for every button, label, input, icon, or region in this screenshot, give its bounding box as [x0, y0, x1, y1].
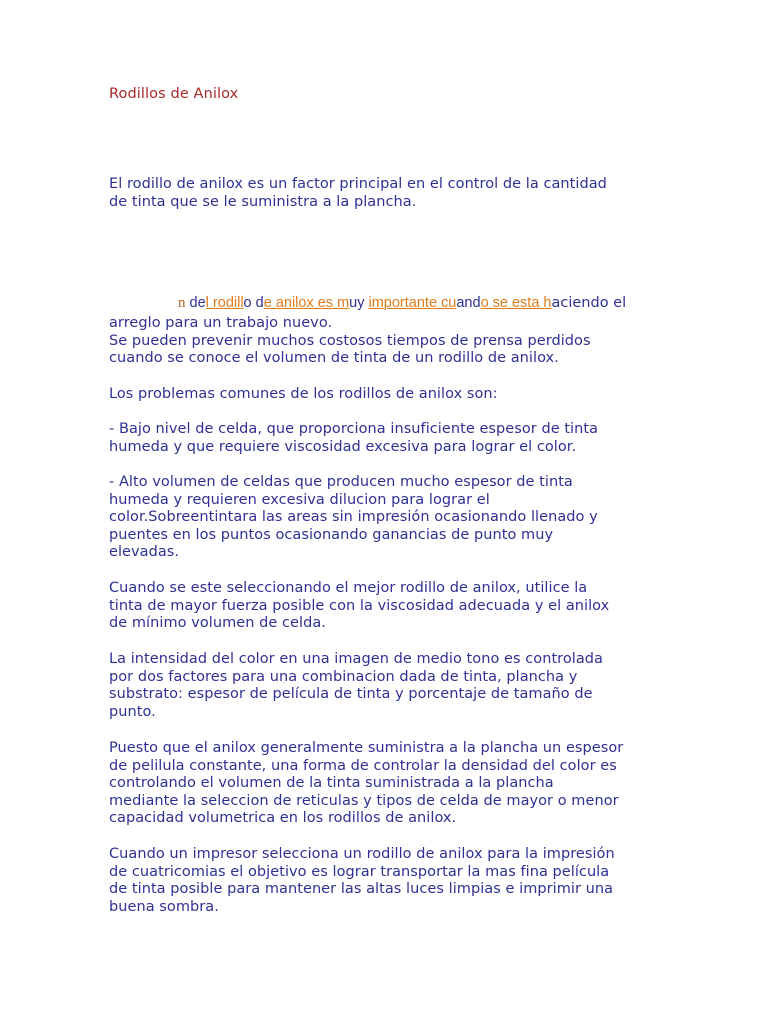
text-line: substrato: espesor de película de tinta y porcentaje de tamaño de — [109, 686, 593, 702]
text-line: - Alto volumen de celdas que producen mucho espesor de tinta — [109, 474, 573, 490]
intro-paragraph — [109, 176, 669, 211]
text-fragment: and — [456, 295, 481, 311]
text-line: elevadas. — [109, 544, 180, 560]
text-line: de mínimo volumen de celda. — [109, 615, 326, 631]
text-line: mediante la seleccion de reticulas y tipos de celda de mayor o menor — [109, 792, 619, 809]
document-title: Rodillos de Anilox — [109, 86, 239, 102]
text-line: buena sombra. — [109, 898, 219, 915]
text-line: Cuando se este seleccionando el mejor rodillo de anilox, utilice la — [109, 580, 588, 596]
paragraph-3 — [109, 421, 669, 456]
text-fragment: aciendo el — [551, 295, 627, 311]
text-line: color.Sobreentintara las areas sin impresión ocasionando llenado y — [109, 509, 598, 525]
text-line: humeda y que requiere viscosidad excesiva para lograr el color. — [109, 438, 577, 455]
text-line: Los problemas comunes de los rodillos de anilox son: — [109, 386, 498, 402]
text-line: de pelilula constante, una forma de controlar la densidad del color es — [109, 757, 617, 774]
paragraph-5 — [109, 580, 669, 633]
text-fragment: uy — [349, 295, 369, 311]
paragraph-4 — [109, 474, 669, 562]
text-line: por dos factores para una combinacion dada de tinta, plancha y — [109, 668, 578, 685]
text-line: de tinta posible para mantener las altas luces limpias e imprimir una — [109, 881, 614, 897]
text-line: capacidad volumetrica en los rodillos de anilox. — [109, 810, 457, 826]
underlined-fragment: l rodill — [205, 295, 244, 311]
text-line: puentes en los puntos ocasionando ganancias de punto muy — [109, 526, 554, 543]
paragraph-7 — [109, 740, 669, 828]
text-fragment: o d — [243, 295, 264, 311]
text-fragment: de — [185, 295, 206, 311]
paragraph-6 — [109, 651, 669, 721]
mixed-format-line — [178, 295, 626, 313]
text-line: cuando se conoce el volumen de tinta de un rodillo de anilox. — [109, 350, 559, 366]
underlined-fragment: importante cu — [368, 295, 457, 311]
text-line: tinta de mayor fuerza posible con la viscosidad adecuada y el anilox — [109, 597, 610, 614]
text-line: El rodillo de anilox es un factor principal en el control de la cantidad — [109, 176, 607, 192]
text-line: controlando el volumen de la tinta suministrada a la plancha — [109, 775, 554, 791]
text-line: Se pueden prevenir muchos costosos tiempos de prensa perdidos — [109, 332, 591, 349]
text-line: arreglo para un trabajo nuevo. — [109, 315, 333, 331]
paragraph-2 — [109, 386, 669, 404]
text-line: de cuatricomias el objetivo es lograr transportar la mas fina película — [109, 863, 610, 880]
underlined-fragment: e anilox es m — [263, 295, 350, 311]
text-line: Puesto que el anilox generalmente suministra a la plancha un espesor — [109, 740, 624, 756]
text-line: de tinta que se le suministra a la plancha. — [109, 193, 417, 210]
text-line: La intensidad del color en una imagen de medio tono es controlada — [109, 651, 603, 667]
text-line: humeda y requieren excesiva dilucion para lograr el — [109, 491, 490, 508]
paragraph-1 — [109, 315, 669, 368]
text-line: - Bajo nivel de celda, que proporciona insuficiente espesor de tinta — [109, 421, 599, 437]
paragraph-8 — [109, 846, 669, 916]
text-fragment: n — [178, 295, 186, 311]
text-line: Cuando un impresor selecciona un rodillo de anilox para la impresión — [109, 846, 615, 862]
text-line: punto. — [109, 703, 156, 720]
underlined-fragment: o se esta h — [480, 295, 552, 311]
